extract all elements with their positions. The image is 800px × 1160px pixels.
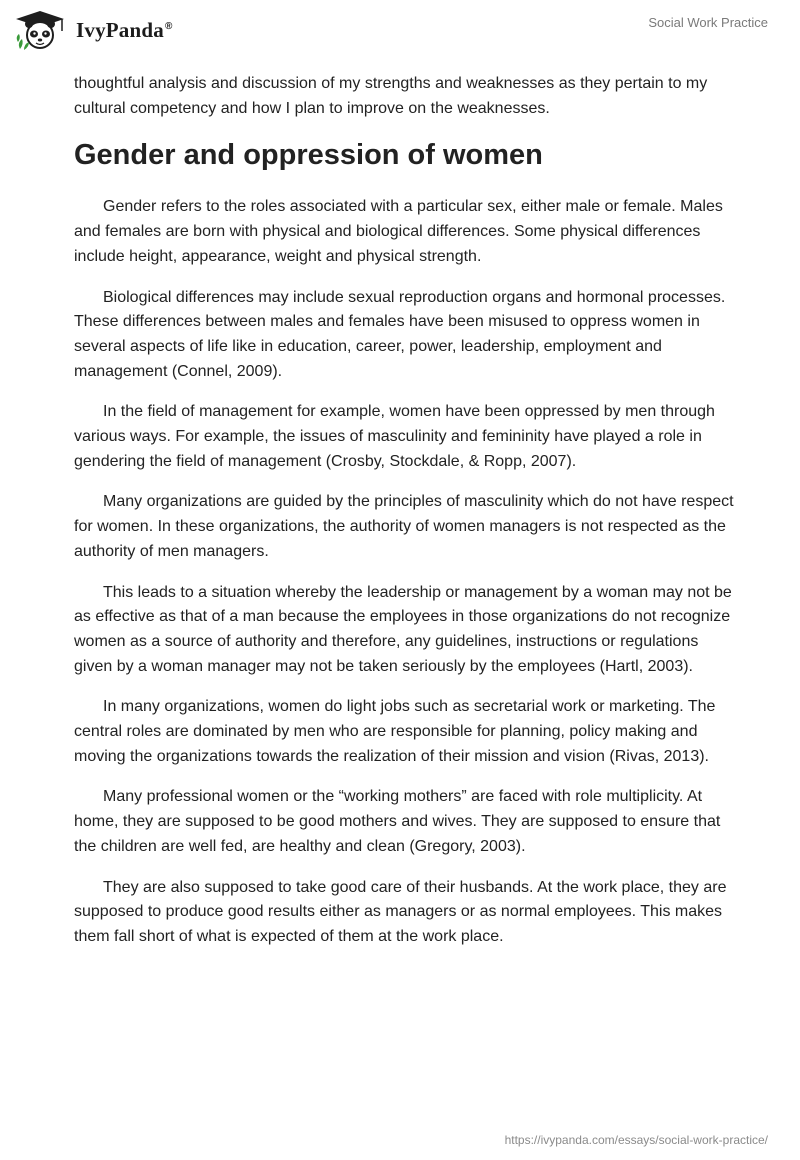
- paragraph: Many organizations are guided by the principles of masculinity which do not have respect for women. In these organizations, the authority of women managers is not respected as the authority of men managers.: [74, 493, 734, 560]
- paragraph: In the field of management for example, women have been oppressed by men through various ways. For example, the issues of masculinity and femininity have played a role in gendering the field of management (Crosby, Stockdale, & Ropp, 2007).: [74, 403, 715, 470]
- running-title: Social Work Practice: [648, 15, 768, 30]
- section-heading: Gender and oppression of women: [74, 139, 543, 172]
- paragraph: In many organizations, women do light jobs such as secretarial work or marketing. The central roles are dominated by men who are responsible for planning, policy making and moving the organizations towards the realization of their mission and vision (Rivas, 2013).: [74, 698, 716, 765]
- paragraph: Biological differences may include sexual reproduction organs and hormonal processes. These differences between males and females have been misused to oppress women in several aspects of life like in education, career, power, leadership, employment and management (Connel, 2009).: [74, 288, 726, 380]
- essay-body: [74, 72, 734, 966]
- paragraph: Gender refers to the roles associated with a particular sex, either male or female. Males and females are born with physical and biological differences. Some physical differences include height, appearance, weight and physical strength.: [74, 198, 723, 265]
- panda-graduate-icon: [14, 9, 70, 51]
- source-url-link[interactable]: https://ivypanda.com/essays/social-work-practice/: [504, 1133, 768, 1147]
- paragraph: They are also supposed to take good care of their husbands. At the work place, they are supposed to produce good results either as managers or as normal employees. This makes them fall short of what is expected of them at the work place.: [74, 878, 727, 945]
- logo-wordmark: IvyPanda®: [76, 17, 173, 42]
- lead-paragraph: thoughtful analysis and discussion of my strengths and weaknesses as they pertain to my cultural competency and how I plan to improve on the weaknesses.: [74, 75, 708, 117]
- paragraph: This leads to a situation whereby the leadership or management by a woman may not be as effective as that of a man because the employees in those organizations do not recognize women as a source of authority and therefore, any guidelines, instructions or regulations given by a woman manager may not be taken seriously by the employees (Hartl, 2003).: [74, 583, 732, 675]
- page-header: [0, 0, 800, 70]
- paragraph: Many professional women or the “working mothers” are faced with role multiplicity. At home, they are supposed to be good mothers and wives. They are supposed to ensure that the children are well fed, are healthy and clean (Gregory, 2003).: [74, 788, 721, 855]
- ivypanda-logo[interactable]: [14, 9, 173, 51]
